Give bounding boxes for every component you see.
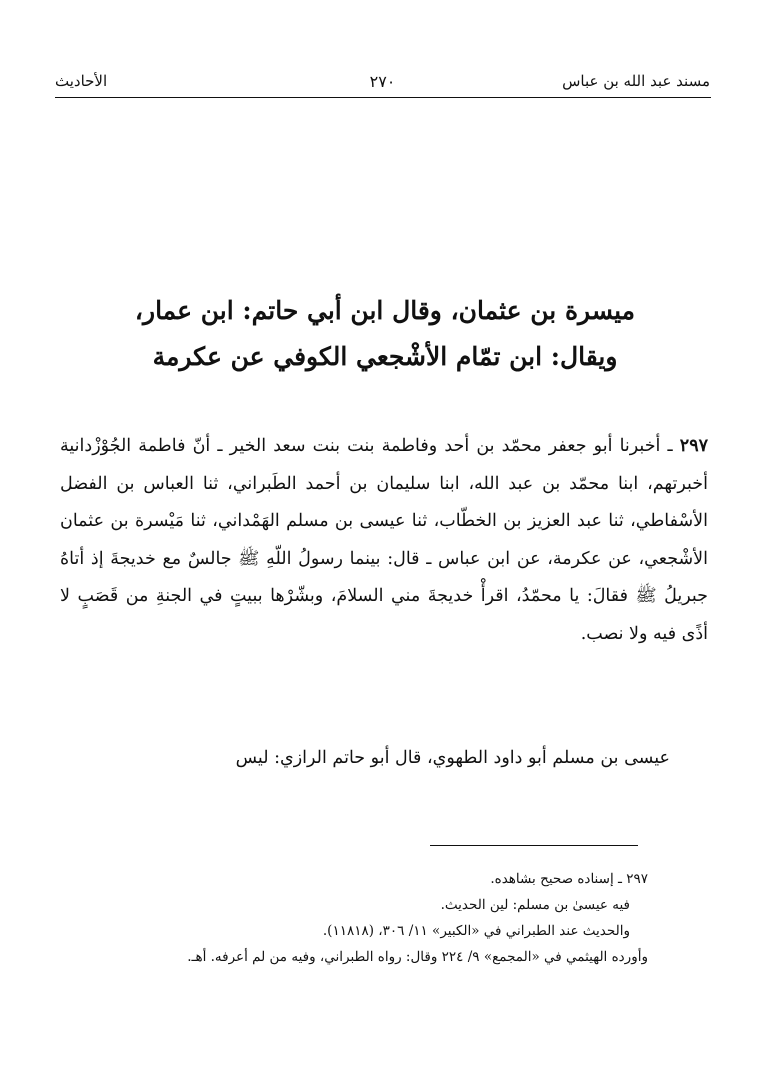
- hadith-number: ٢٩٧: [679, 436, 708, 456]
- header-rule: [55, 97, 711, 98]
- footnote-rule: [430, 845, 638, 846]
- running-header: [55, 72, 710, 98]
- footnote-line-3: والحديث عند الطبراني في «الكبير» ١١/ ٣٠٦، (١١٨١٨).: [322, 923, 630, 939]
- footnote-line-4: وأورده الهيثمي في «المجمع» ٩/ ٢٢٤ وقال: رواه الطبراني، وفيه من لم أعرفه. أهـ.: [187, 949, 648, 965]
- page-number: ٢٧٠: [369, 72, 396, 91]
- chapter-title: [70, 288, 700, 380]
- chapter-title-line-1: ميسرة بن عثمان، وقال ابن أبي حاتم: ابن عمار،: [134, 296, 636, 325]
- footnote-line-2: فيه عيسىٰ بن مسلم: لين الحديث.: [440, 897, 630, 913]
- narrator-comment: عيسى بن مسلم أبو داود الطهوي، قال أبو حاتم الرازي: ليس: [235, 748, 670, 768]
- chapter-title-line-2: ويقال: ابن تمّام الأشْجعي الكوفي عن عكرمة: [152, 342, 618, 371]
- footnotes: [62, 866, 648, 970]
- hadith-paragraph: [60, 428, 708, 653]
- hadith-text: ـ أخبرنا أبو جعفر محمّد بن أحد وفاطمة بنت بنت سعد الخير ـ أنّ فاطمة الجُوْزْدانية أخبرتهم، ابنا محمّد بن عبد الله، ابنا سليمان بن أحمد الطَبراني، ثنا العباس بن الفضل الأسْفاطي، ثنا عبد العزيز بن الخطّاب، ثنا عيسى بن مسلم الهَمْداني، ثنا مَيْسرة بن عثمان الأشْجعي، عن عكرمة، عن ابن عباس ـ قال: بينما رسولُ اللّهِ ﷺ جالسٌ مع خديجةَ إذ أتاهُ جبريلُ ﷺ فقالَ: يا محمّدُ، اقرأْ خديجةَ مني السلامَ، وبشّرْها ببيتٍ في الجنةِ من قَصَبٍ لا أذًى فيه ولا نصب.: [60, 436, 708, 644]
- footnote-line-1: ٢٩٧ ـ إسناده صحيح بشاهده.: [490, 871, 648, 887]
- book-title: مسند عبد الله بن عباس: [562, 72, 710, 90]
- section-title: الأحاديث: [55, 72, 108, 90]
